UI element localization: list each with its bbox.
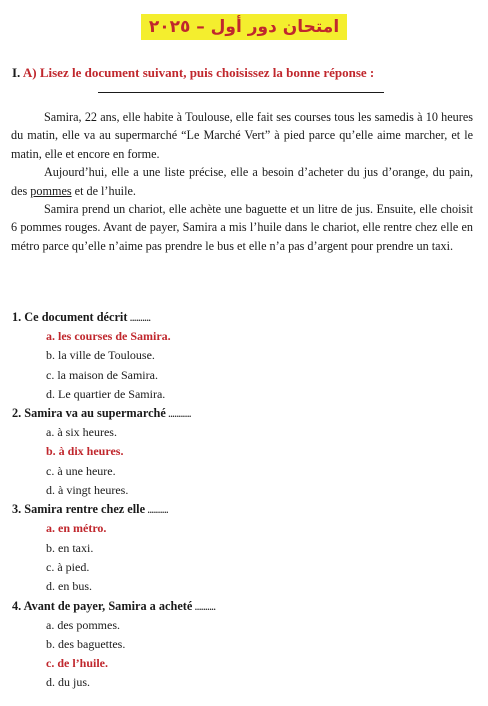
question-block (12, 500, 472, 596)
answer-option: b. des baguettes. (46, 636, 126, 651)
question-title (12, 308, 472, 327)
answer-option: c. la maison de Samira. (46, 367, 158, 382)
divider-line (98, 92, 384, 93)
question-text: 1. Ce document décrit (12, 310, 128, 324)
answer-option-correct: c. de l’huile. (46, 656, 108, 671)
answer-option-correct: a. les courses de Samira. (46, 329, 171, 343)
question-list (12, 308, 472, 693)
passage-text: Samira, 22 ans, elle habite à Toulouse, elle fait ses courses tous les samedis à 10 heures du matin, elle va au supermarché “Le Marché Vert” à pied parce qu’elle aime marcher, et le matin, elle et encore en forme. (11, 110, 473, 161)
question-text: 3. Samira rentre chez elle (12, 502, 146, 517)
answer-option: d. à vingt heures. (46, 483, 129, 498)
answer-option: c. à une heure. (46, 463, 116, 478)
question-block (12, 308, 472, 404)
question-title (12, 404, 472, 423)
question-text: 2. Samira va au supermarché (12, 406, 166, 421)
banner-container (0, 14, 488, 40)
answer-option: b. en taxi. (46, 540, 94, 555)
section-number: I. (12, 65, 21, 80)
section-instruction: A) Lisez le document suivant, puis choisissez la bonne réponse : (22, 65, 375, 80)
question-text: 4. Avant de payer, Samira a acheté (12, 598, 193, 613)
passage-text: et de l’huile. (71, 183, 136, 198)
reading-passage (11, 108, 473, 255)
answer-option: a. à six heures. (46, 425, 117, 440)
answer-option-correct: b. à dix heures. (46, 444, 124, 459)
answer-option: a. des pommes. (46, 617, 120, 632)
answer-blank: ........... (165, 406, 191, 421)
passage-text: Samira prend un chariot, elle achète une baguette et un litre de jus. Ensuite, elle choisit 6 pommes rouges. Avant de payer, Samira a mis l’huile dans le chariot, elle rentre chez elle en métro parce qu’elle n’aime pas prendre le bus et elle n’a pas d’argent pour prendre un taxi. (11, 202, 473, 253)
question-block (12, 404, 472, 500)
answer-blank: .......... (145, 502, 168, 517)
passage-paragraph (11, 108, 473, 163)
exam-banner-title: امتحان دور أول – ٢٠٢٥ (141, 14, 347, 40)
answer-option: d. Le quartier de Samira. (46, 386, 166, 401)
question-title (12, 597, 472, 616)
underlined-word: pommes (30, 183, 72, 198)
passage-paragraph (11, 163, 473, 200)
answer-blank: .......... (192, 598, 216, 613)
section-heading (12, 65, 374, 81)
answer-option: b. la ville de Toulouse. (46, 348, 155, 363)
answer-option: d. du jus. (46, 675, 91, 690)
question-block (12, 597, 472, 693)
answer-option: c. à pied. (46, 559, 90, 574)
answer-option: d. en bus. (46, 579, 92, 594)
question-title (12, 500, 472, 519)
answer-option-correct: a. en métro. (46, 521, 107, 536)
passage-text: Aujourd’hui, elle a une liste précise, elle a besoin d’acheter du jus d’orange, du pain, des (11, 165, 473, 198)
passage-paragraph (11, 200, 473, 255)
answer-blank: .......... (127, 310, 151, 324)
